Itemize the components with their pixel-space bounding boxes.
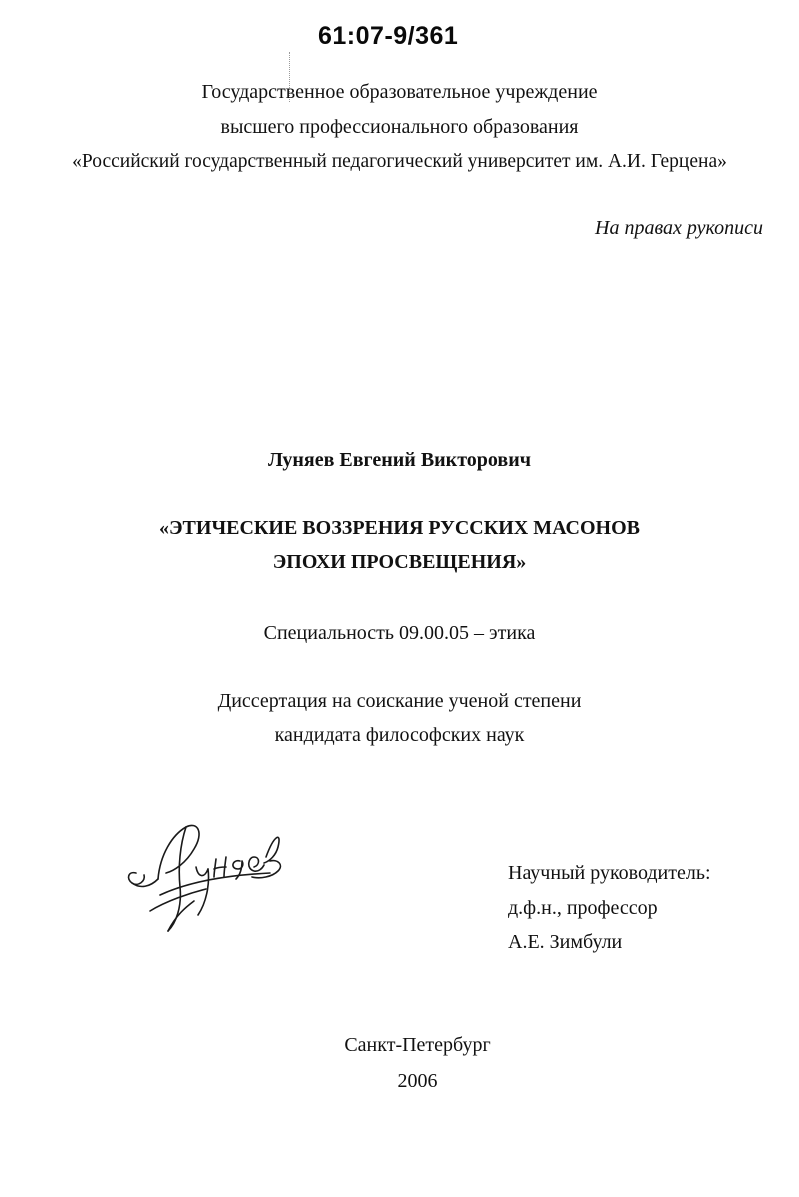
handwritten-signature-icon bbox=[120, 815, 290, 945]
supervisor-degree: д.ф.н., профессор bbox=[508, 897, 658, 919]
dissertation-title-line-2: ЭПОХИ ПРОСВЕЩЕНИЯ» bbox=[272, 551, 527, 573]
archive-code: 61:07-9/361 bbox=[318, 22, 459, 50]
degree-line-1: Диссертация на соискание ученой степени bbox=[217, 690, 582, 712]
degree-line-2: кандидата философских наук bbox=[274, 724, 525, 746]
dissertation-title-line-1: «ЭТИЧЕСКИЕ ВОЗЗРЕНИЯ РУССКИХ МАСОНОВ bbox=[158, 517, 640, 539]
institution-line-1: Государственное образовательное учреждение bbox=[201, 81, 598, 103]
specialty: Специальность 09.00.05 – этика bbox=[263, 622, 536, 644]
city: Санкт-Петербург bbox=[344, 1034, 491, 1056]
institution-line-2: высшего профессионального образования bbox=[220, 116, 579, 138]
institution-line-3: «Российский государственный педагогический университет им. А.И. Герцена» bbox=[72, 151, 727, 172]
supervisor-label: Научный руководитель: bbox=[508, 862, 711, 884]
supervisor-name: А.Е. Зимбули bbox=[508, 931, 623, 953]
author-name: Луняев Евгений Викторович bbox=[267, 449, 531, 471]
manuscript-note: На правах рукописи bbox=[595, 217, 763, 239]
year: 2006 bbox=[397, 1070, 438, 1092]
